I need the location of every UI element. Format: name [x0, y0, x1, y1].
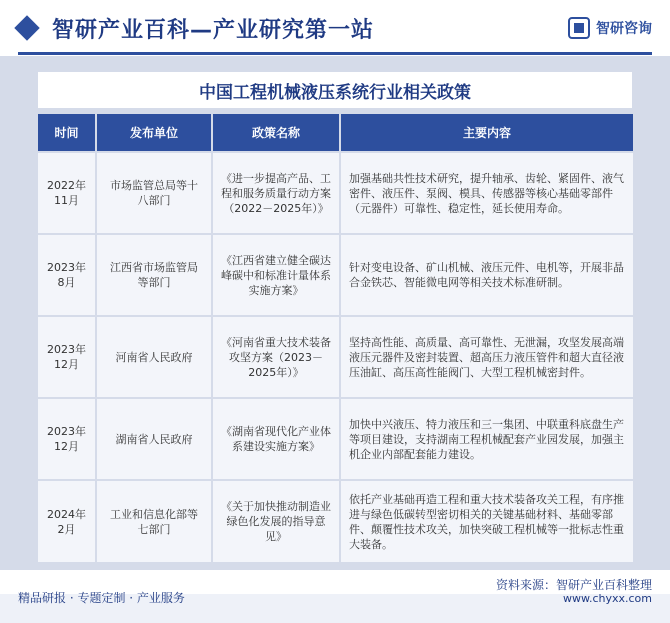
table-header-row: [38, 114, 634, 152]
cell-policy: 《湖南省现代化产业体系建设实施方案》: [212, 398, 340, 480]
cell-policy: 《关于加快推动制造业绿色化发展的指导意见》: [212, 480, 340, 562]
table-row: [38, 398, 634, 480]
cell-content: 加快中兴液压、特力液压和三一集团、中联重科底盘生产等项目建设，支持湖南工程机械配套产业园发展，加强主机企业内部配套能力建设。: [340, 398, 634, 480]
content-panel: [0, 56, 670, 570]
cell-time: 2023年12月: [38, 398, 96, 480]
header-divider: [18, 52, 652, 55]
table-row: [38, 316, 634, 398]
brand-logo-icon: [568, 17, 590, 39]
policy-table: [38, 114, 635, 562]
brand-name: 智研咨询: [596, 21, 652, 37]
cell-publisher: 湖南省人民政府: [96, 398, 212, 480]
cell-policy: 《进一步提高产品、工程和服务质量行动方案（2022－2025年）》: [212, 152, 340, 234]
table-row: [38, 234, 634, 316]
diamond-icon: [14, 15, 39, 40]
column-header-policy: 政策名称: [212, 114, 340, 152]
table-row: [38, 152, 634, 234]
cell-content: 针对变电设备、矿山机械、液压元件、电机等，开展非晶合金铁芯、智能微电网等相关技术标准研制。: [340, 234, 634, 316]
cell-policy: 《河南省重大技术装备攻坚方案（2023－2025年）》: [212, 316, 340, 398]
cell-publisher: 江西省市场监管局等部门: [96, 234, 212, 316]
brand[interactable]: [568, 16, 652, 40]
site-url-link[interactable]: www.chyxx.com: [562, 592, 652, 605]
cell-content: 加强基础共性技术研究，提升轴承、齿轮、紧固件、液气密件、液压件、泵阀、模具、传感器等核心基础零部件（元器件）可靠性、稳定性，延长使用寿命。: [340, 152, 634, 234]
cell-time: 2023年8月: [38, 234, 96, 316]
cell-time: 2022年11月: [38, 152, 96, 234]
cell-publisher: 河南省人民政府: [96, 316, 212, 398]
column-header-publisher: 发布单位: [96, 114, 212, 152]
title-bar: [38, 72, 632, 108]
cell-content: 依托产业基础再造工程和重大技术装备攻关工程，有序推进与绿色低碳转型密切相关的关键基础材料、基础零部件、颠覆性技术攻关，加快突破工程机械等一批标志性重大装备。: [340, 480, 634, 562]
column-header-content: 主要内容: [340, 114, 634, 152]
page-footer: [0, 570, 670, 623]
site-title: 智研产业百科—产业研究第一站: [52, 18, 375, 43]
cell-time: 2023年12月: [38, 316, 96, 398]
services-tagline: 精品研报 · 专题定制 · 产业服务: [18, 591, 185, 605]
cell-content: 坚持高性能、高质量、高可靠性、无泄漏，攻坚发展高端液压元器件及密封装置、超高压力液压管件和超大直径液压油缸、高压高性能阀门、大型工程机械密封件。: [340, 316, 634, 398]
page-header: [0, 0, 670, 56]
source-note: 资料来源：智研产业百科整理: [495, 578, 652, 592]
cell-time: 2024年2月: [38, 480, 96, 562]
page-title: 中国工程机械液压系统行业相关政策: [199, 82, 471, 103]
table-row: [38, 480, 634, 562]
cell-publisher: 工业和信息化部等七部门: [96, 480, 212, 562]
cell-policy: 《江西省建立健全碳达峰碳中和标准计量体系实施方案》: [212, 234, 340, 316]
cell-publisher: 市场监管总局等十八部门: [96, 152, 212, 234]
column-header-time: 时间: [38, 114, 96, 152]
